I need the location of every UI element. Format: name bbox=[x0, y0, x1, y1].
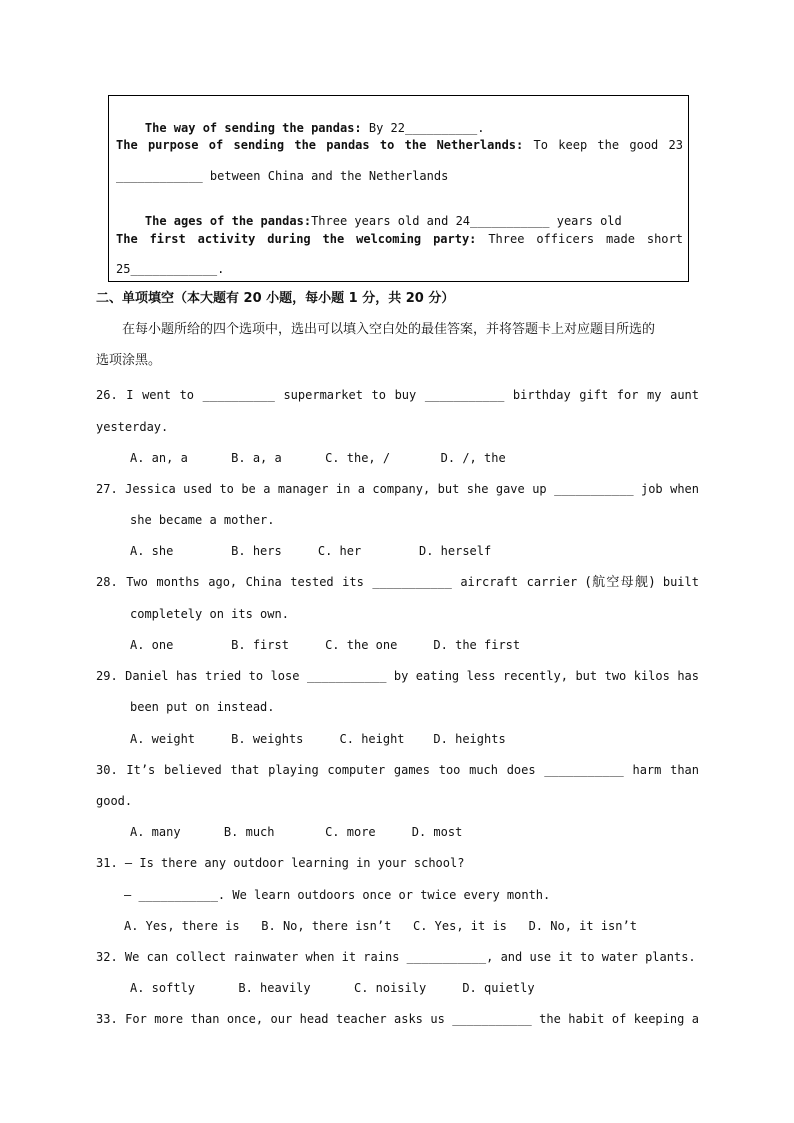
question-27-options: A. she B. hers C. her D. herself bbox=[130, 544, 492, 558]
question-28-chinese: (航空母舰) bbox=[585, 575, 655, 590]
info-text-ages: Three years old and 24___________ years old bbox=[311, 214, 622, 228]
info-line-purpose-cont: ____________ between China and the Netherlands bbox=[116, 169, 449, 183]
question-32: 32. We can collect rainwater when it rains ___________, and use it to water plants. bbox=[96, 950, 696, 964]
question-28-text-end: built bbox=[662, 575, 699, 589]
info-label-ages: The ages of the pandas: bbox=[144, 214, 312, 228]
question-26: 26. I went to __________ supermarket to buy ___________ birthday gift for my aunt bbox=[96, 388, 699, 402]
question-29-options: A. weight B. weights C. height D. heights bbox=[130, 732, 506, 746]
question-28 bbox=[96, 575, 699, 590]
section-instruction: 在每小题所给的四个选项中，选出可以填入空白处的最佳答案，并将答题卡上对应题目所选的 bbox=[122, 322, 656, 337]
question-31-options: A. Yes, there is B. No, there isn’t C. Yes, it is D. No, it isn’t bbox=[124, 919, 637, 933]
info-line-activity-cont: 25____________. bbox=[116, 262, 225, 276]
question-31: 31. — Is there any outdoor learning in your school? bbox=[96, 856, 465, 870]
section-instruction-cont: 选项涂黑。 bbox=[96, 353, 162, 368]
question-27-cont: she became a mother. bbox=[130, 513, 275, 527]
question-30-cont: good. bbox=[96, 794, 133, 808]
question-27: 27. Jessica used to be a manager in a company, but she gave up ___________ job when bbox=[96, 482, 699, 496]
question-28-cont: completely on its own. bbox=[130, 607, 289, 621]
info-text-purpose: To keep the good 23 bbox=[533, 138, 683, 152]
info-line-activity bbox=[116, 232, 683, 246]
question-30-options: A. many B. much C. more D. most bbox=[130, 825, 463, 839]
info-label-activity: The first activity during the welcoming party: bbox=[116, 232, 477, 246]
question-31-cont: — ___________. We learn outdoors once or twice every month. bbox=[124, 888, 551, 902]
question-30: 30. It’s believed that playing computer games too much does ___________ harm than bbox=[96, 763, 699, 777]
question-29-cont: been put on instead. bbox=[130, 700, 275, 714]
info-text-way: By 22__________. bbox=[361, 121, 485, 135]
question-28-options: A. one B. first C. the one D. the first bbox=[130, 638, 521, 652]
question-28-text: 28. Two months ago, China tested its ___________ aircraft carrier bbox=[96, 575, 578, 589]
question-26-options: A. an, a B. a, a C. the, / D. /, the bbox=[130, 451, 506, 465]
info-text-activity: Three officers made short bbox=[488, 232, 683, 246]
section-title: 二、单项填空（本大题有 20 小题，每小题 1 分，共 20 分） bbox=[96, 291, 455, 306]
info-label-way: The way of sending the pandas: bbox=[144, 121, 362, 135]
question-33: 33. For more than once, our head teacher asks us ___________ the habit of keeping a bbox=[96, 1012, 699, 1026]
info-line-purpose bbox=[116, 138, 683, 152]
question-32-options: A. softly B. heavily C. noisily D. quietly bbox=[130, 981, 535, 995]
question-26-cont: yesterday. bbox=[96, 420, 169, 434]
info-label-purpose: The purpose of sending the pandas to the Netherlands: bbox=[116, 138, 524, 152]
question-29: 29. Daniel has tried to lose ___________ by eating less recently, but two kilos has bbox=[96, 669, 699, 683]
